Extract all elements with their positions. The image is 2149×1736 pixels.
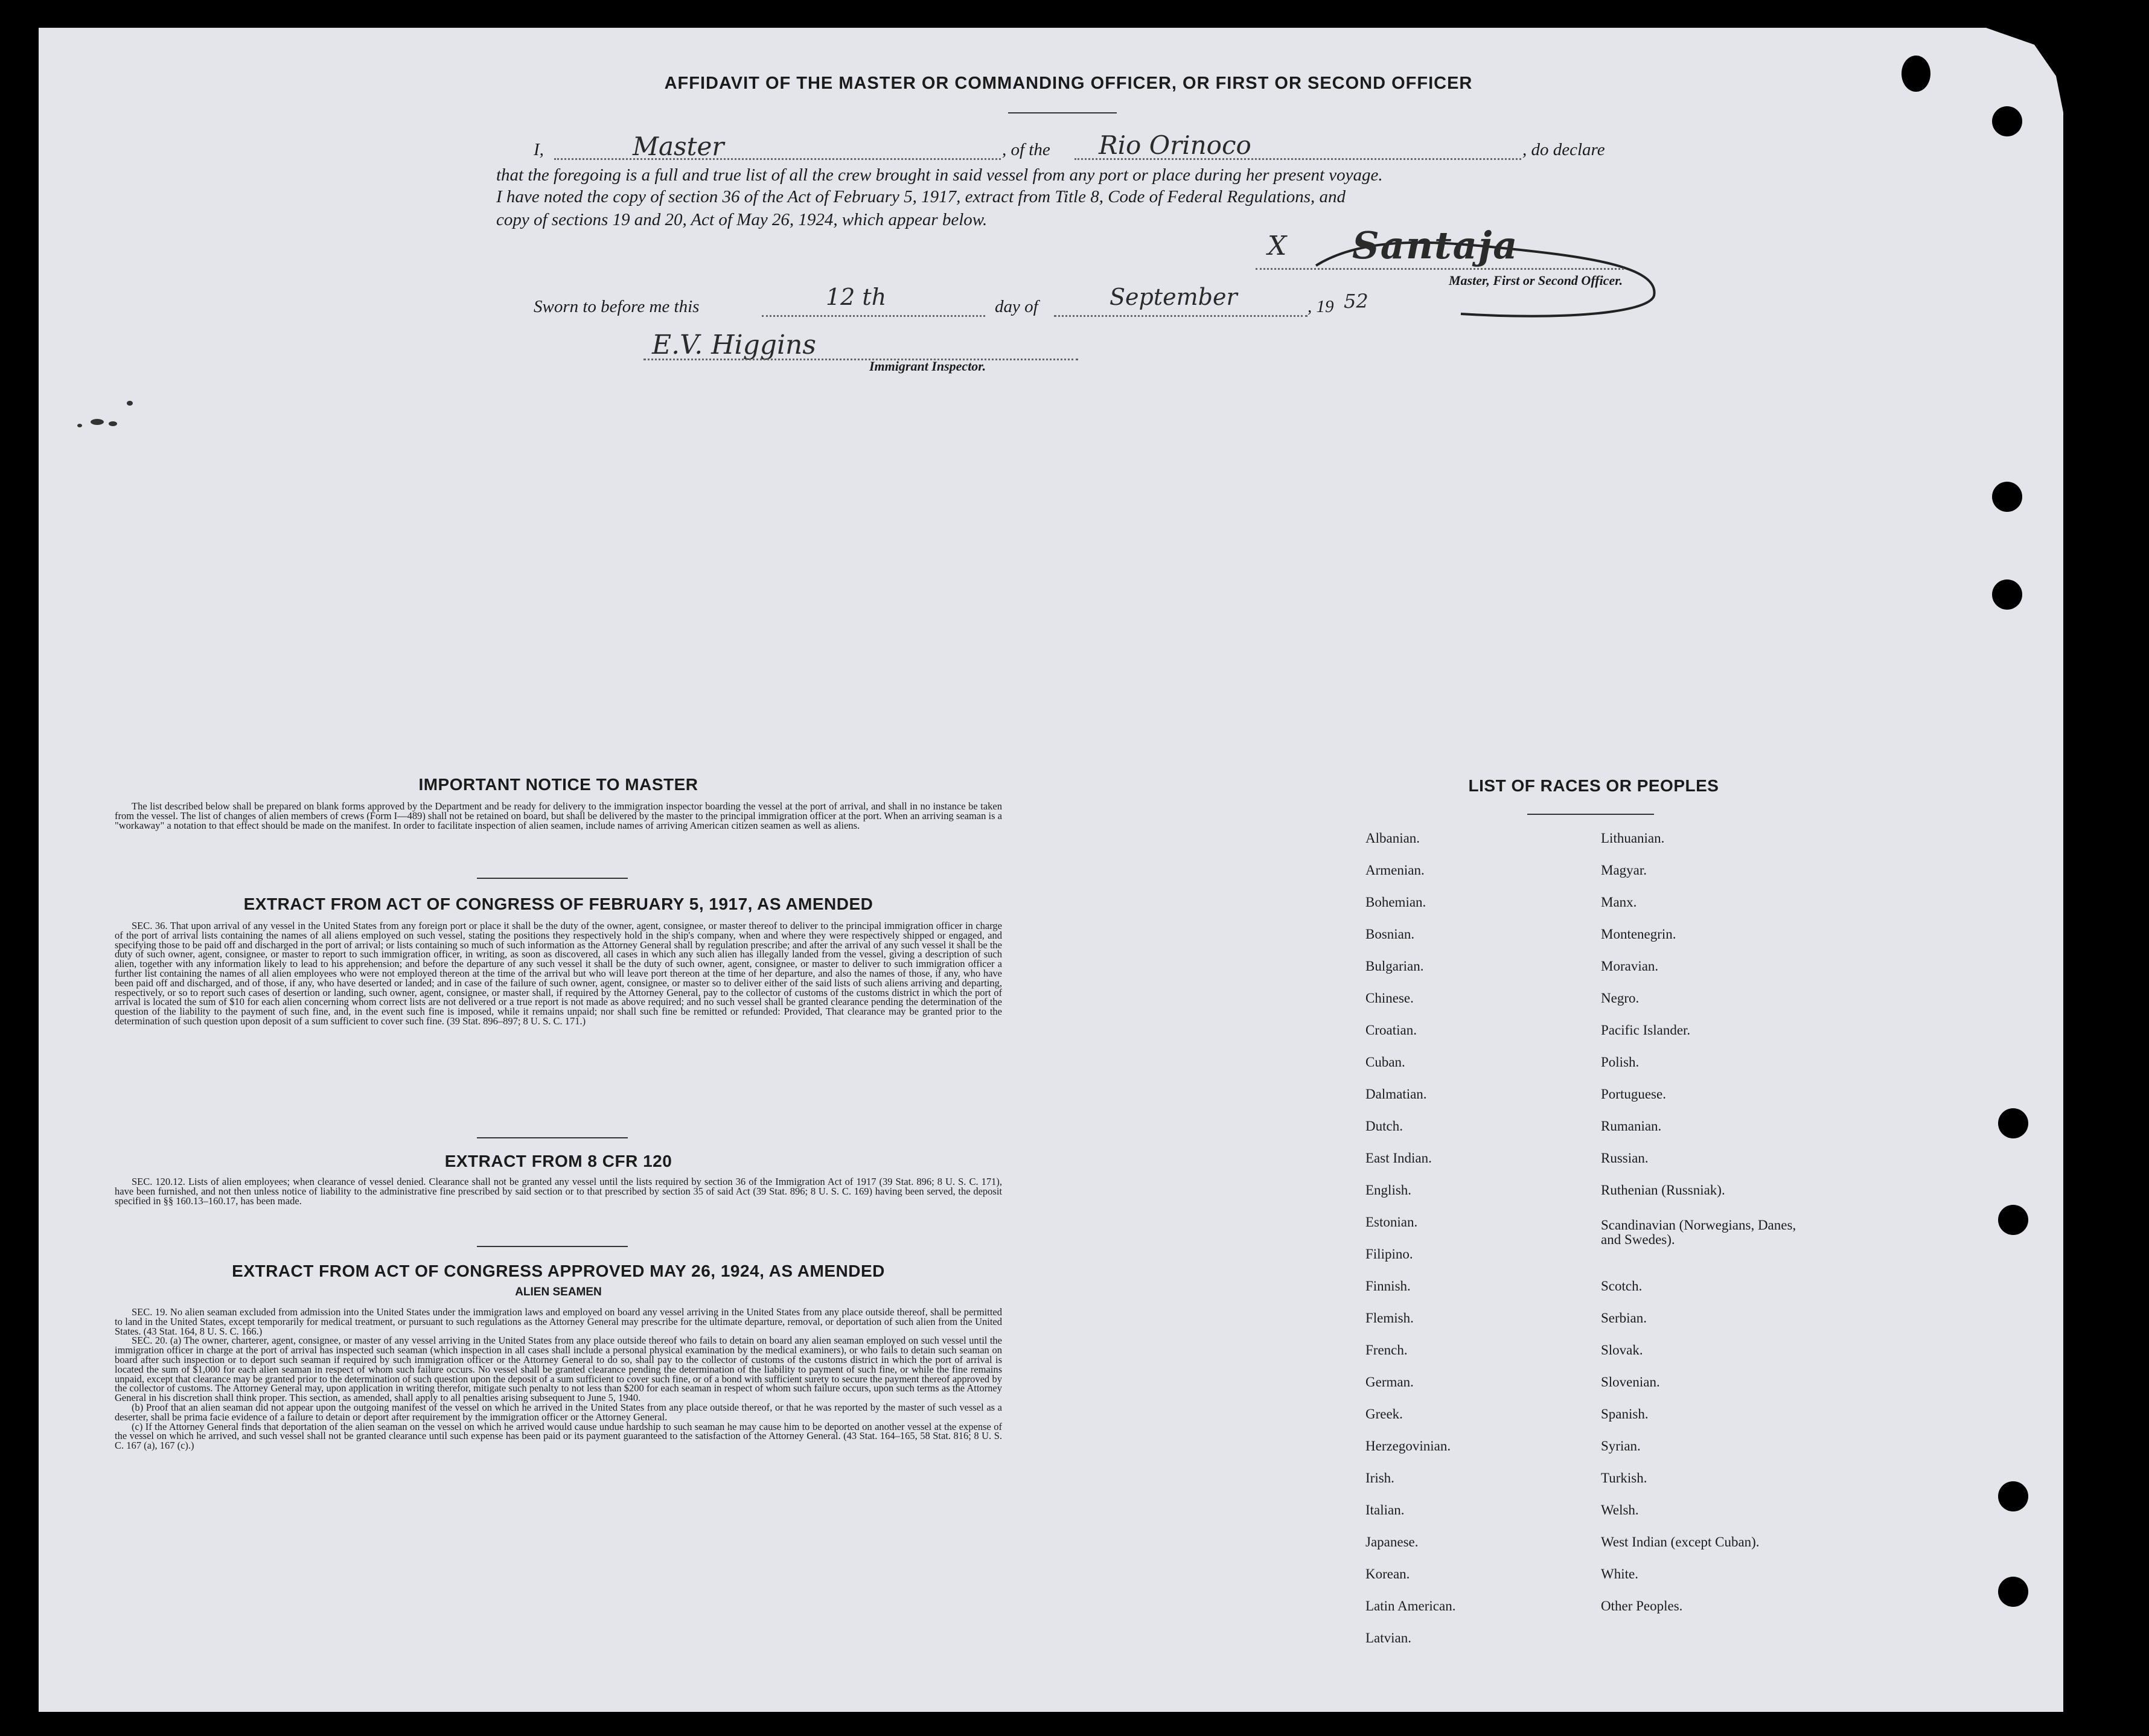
race-item: Lithuanian. bbox=[1601, 831, 1665, 846]
punch-hole bbox=[1998, 1108, 2028, 1138]
race-item: Rumanian. bbox=[1601, 1119, 1662, 1134]
sworn-day-handwritten: 12 th bbox=[826, 284, 887, 310]
race-item: Ruthenian (Russniak). bbox=[1601, 1182, 1725, 1198]
race-item: Albanian. bbox=[1365, 831, 1420, 846]
extract-1924-title: EXTRACT FROM ACT OF CONGRESS APPROVED MAY 26, 1924, AS AMENDED bbox=[232, 1262, 885, 1280]
title-underline bbox=[1008, 112, 1117, 113]
punch-hole bbox=[1902, 56, 1930, 92]
race-item: German. bbox=[1365, 1374, 1414, 1390]
race-item: English. bbox=[1365, 1182, 1412, 1198]
of-the-label: , of the bbox=[1002, 140, 1050, 159]
race-item: Chinese. bbox=[1365, 991, 1414, 1006]
race-item: Scandinavian (Norwegians, Danes, and Swedes). bbox=[1601, 1217, 1796, 1247]
statement-line-2: I have noted the copy of section 36 of the Act of February 5, 1917, extract from Title 8, Code of Federal Regulations, and bbox=[496, 187, 1346, 206]
race-item: French. bbox=[1365, 1342, 1408, 1358]
notice-title: IMPORTANT NOTICE TO MASTER bbox=[418, 775, 698, 794]
punch-hole bbox=[1998, 1577, 2028, 1607]
race-item: Other Peoples. bbox=[1601, 1598, 1683, 1613]
ink-smudge bbox=[127, 401, 133, 406]
races-underline bbox=[1527, 814, 1654, 815]
race-item: Irish. bbox=[1365, 1470, 1394, 1485]
extract-1917-paragraph: SEC. 36. That upon arrival of any vessel in the United States from any foreign port or place it shall be the duty of the owner, agent, consignee, or master thereof to deliver to the principal immigration officer in charge of the port of arrival lists containing the names of all aliens employed on such vessel, stating the positions they respectively hold in the ship's company, when and where they were respectively shipped or engaged, and specifying those to be paid off and discharged in the port of arrival; or lists containing so much of such information as the Attorney General shall by regulation prescribe; and after the arrival of any such vessel it shall be the duty of such owner, agent, consignee, or master to report to such immigration officer, in writing, as soon as discovered, all cases in which any such alien has illegally landed from the vessel, giving a description of such alien, together with any information likely to lead to his apprehension; and before the departure of any such vessel it shall be the duty of such owner, agent, consignee, or master to deliver to such immigration officer a further list containing the names of all alien employees who were not employed thereon at the time of the arrival but who will leave port thereon at the time of her departure, and also the names of those, if any, who have been paid off and discharged, and of those, if any, who have deserted or landed; and in case of the failure of such owner, agent, consignee, or master so to deliver either of the said lists of such aliens arriving and departing, respectively, or so to report such cases of desertion or landing, such owner, agent, consignee, or master shall, if required by the Attorney General, pay to the collector of customs of the customs district in which the port of arrival is located the sum of $10 for each alien concerning whom correct lists are not delivered or a true report is not made as above required; and no such vessel shall be granted clearance pending the determination of the question of the liability to the payment of such fine, and, in the event such fine is imposed, while it remains unpaid; nor shall such fine be remitted or refunded: Provided, That clearance may be granted prior to the determination of such question upon deposit of a sum sufficient to cover such fine. (39 Stat. 896–897; 8 U. S. C. 171.) bbox=[115, 920, 1002, 1027]
race-item: Latvian. bbox=[1365, 1630, 1411, 1645]
do-declare-label: , do declare bbox=[1522, 140, 1605, 159]
ink-smudge bbox=[77, 424, 82, 427]
extract-cfr-title: EXTRACT FROM 8 CFR 120 bbox=[444, 1152, 672, 1170]
affidavit-title: AFFIDAVIT OF THE MASTER OR COMMANDING OFFICER, OR FIRST OR SECOND OFFICER bbox=[664, 74, 1473, 93]
race-item: Syrian. bbox=[1601, 1438, 1641, 1454]
race-item: Flemish. bbox=[1365, 1310, 1414, 1326]
race-item: Welsh. bbox=[1601, 1502, 1639, 1517]
master-signature: Santaja bbox=[1352, 223, 1519, 267]
divider bbox=[477, 1246, 628, 1247]
sworn-day-line bbox=[762, 315, 985, 317]
race-item: Finnish. bbox=[1365, 1278, 1411, 1294]
sec-19-paragraph: SEC. 19. No alien seaman excluded from admission into the United States under the immigration laws and employed on board any vessel arriving in the United States from any place outside thereof, shall be permitted to land in the United States, except temporarily for medical treatment, or pursuant to such regulations as the Attorney General may prescribe for the ultimate departure, removal, or deportation of such alien from the United States. (43 Stat. 164, 8 U. S. C. 166.) bbox=[115, 1306, 1002, 1337]
race-item: West Indian (except Cuban). bbox=[1601, 1534, 1760, 1549]
race-item: Latin American. bbox=[1365, 1598, 1456, 1613]
race-item: Bulgarian. bbox=[1365, 959, 1424, 974]
race-item: Moravian. bbox=[1601, 959, 1659, 974]
race-item: Italian. bbox=[1365, 1502, 1405, 1517]
race-item: Russian. bbox=[1601, 1150, 1649, 1166]
race-item: Herzegovinian. bbox=[1365, 1438, 1451, 1454]
sec-20c-paragraph: (c) If the Attorney General finds that deportation of the alien seaman on the vessel on which he arrived would cause undue hardship to such seaman he may cause him to be deported on another vessel at the expense of the vessel on which he arrived, and such vessel shall not be granted clearance until such expense has been paid or its payment guaranteed to the satisfaction of the Attorney General. (43 Stat. 164–165, 58 Stat. 816; 8 U. S. C. 167 (a), 167 (c).) bbox=[115, 1420, 1002, 1452]
statement-line-1: that the foregoing is a full and true list of all the crew brought in said vessel from any port or place during her present voyage. bbox=[496, 165, 1383, 185]
punch-hole bbox=[1992, 106, 2022, 136]
race-item: Filipino. bbox=[1365, 1246, 1413, 1262]
races-title: LIST OF RACES OR PEOPLES bbox=[1468, 776, 1719, 795]
sworn-month-handwritten: September bbox=[1110, 284, 1237, 310]
signature-x: X bbox=[1268, 231, 1287, 261]
notice-text bbox=[115, 802, 1002, 830]
signature-line bbox=[1256, 268, 1624, 270]
i-label: I, bbox=[534, 140, 544, 159]
ink-smudge bbox=[91, 419, 104, 425]
race-item: Croatian. bbox=[1365, 1023, 1417, 1038]
race-item: Spanish. bbox=[1601, 1406, 1649, 1422]
vessel-name-handwritten: Rio Orinoco bbox=[1099, 130, 1251, 160]
race-item: Japanese. bbox=[1365, 1534, 1419, 1549]
race-item: Slovenian. bbox=[1601, 1374, 1660, 1390]
extract-1924-text bbox=[115, 1307, 1002, 1450]
race-item: Armenian. bbox=[1365, 863, 1425, 878]
race-item: Turkish. bbox=[1601, 1470, 1647, 1485]
race-item: Montenegrin. bbox=[1601, 927, 1676, 942]
divider bbox=[477, 1137, 628, 1138]
notice-paragraph: The list described below shall be prepared on blank forms approved by the Department and be ready for delivery to the immigration inspector boarding the vessel at the port of arrival, and shall in no instance be taken from the vessel. The list of changes of alien members of crews (Form I—489) shall not be retained on board, but shall be delivered by the master to the principal immigration officer at the port. When an arriving seaman is a "workaway" a notation to that effect should be made on the manifest. In order to facilitate inspection of alien seamen, include names of arriving American citizen seamen as well as aliens. bbox=[115, 800, 1002, 831]
race-item: Korean. bbox=[1365, 1566, 1410, 1581]
day-of-label: day of bbox=[995, 297, 1038, 316]
divider bbox=[477, 878, 628, 879]
extract-1917-text bbox=[115, 921, 1002, 1026]
race-item: Bohemian. bbox=[1365, 895, 1426, 910]
race-item: Negro. bbox=[1601, 991, 1640, 1006]
extract-cfr-paragraph: SEC. 120.12. Lists of alien employees; when clearance of vessel denied. Clearance shall not be granted any vessel until the lists required by section 36 of the Immigration Act of 1917 (39 Stat. 896; 8 U. S. C. 171), have been furnished, and not then unless notice of liability to the administrative fine prescribed by said section or to that prescribed by section 35 of said Act (39 Stat. 896; 8 U. S. C. 169) having been served, the deposit specified in §§ 160.13–160.17, has been made. bbox=[115, 1176, 1002, 1207]
declarant-handwritten: Master bbox=[633, 132, 724, 161]
year-handwritten: 52 bbox=[1344, 290, 1368, 313]
punch-hole bbox=[1998, 1481, 2028, 1511]
race-item: Dalmatian. bbox=[1365, 1087, 1427, 1102]
race-item: White. bbox=[1601, 1566, 1638, 1581]
alien-seamen-subtitle: ALIEN SEAMEN bbox=[515, 1286, 602, 1298]
sec-20b-paragraph: (b) Proof that an alien seaman did not appear upon the outgoing manifest of the vessel on which he arrived in the United States from any place outside thereof, or that he was reported by the master of such vessel as a deserter, shall be prima facie evidence of a failure to detain or deport after requirement by the immigration officer or the Attorney General. bbox=[115, 1401, 1002, 1423]
statement-line-3: copy of sections 19 and 20, Act of May 26, 1924, which appear below. bbox=[496, 210, 988, 229]
signature-caption: Master, First or Second Officer. bbox=[1449, 273, 1623, 288]
race-item: Polish. bbox=[1601, 1055, 1640, 1070]
inspector-caption: Immigrant Inspector. bbox=[869, 359, 986, 374]
race-item: Cuban. bbox=[1365, 1055, 1405, 1070]
extract-1917-title: EXTRACT FROM ACT OF CONGRESS OF FEBRUARY 5, 1917, AS AMENDED bbox=[243, 895, 873, 913]
race-item: Scotch. bbox=[1601, 1278, 1643, 1294]
inspector-line bbox=[643, 359, 1078, 360]
race-item: Dutch. bbox=[1365, 1119, 1403, 1134]
sworn-month-line bbox=[1054, 315, 1308, 317]
race-item: East Indian. bbox=[1365, 1150, 1432, 1166]
punch-hole bbox=[1992, 482, 2022, 512]
races-right-column bbox=[1601, 831, 1854, 1630]
punch-hole bbox=[1998, 1205, 2028, 1235]
sworn-label: Sworn to before me this bbox=[534, 297, 700, 316]
race-item: Greek. bbox=[1365, 1406, 1403, 1422]
race-item: Serbian. bbox=[1601, 1310, 1647, 1326]
race-item: Pacific Islander. bbox=[1601, 1023, 1691, 1038]
race-item: Manx. bbox=[1601, 895, 1637, 910]
race-item: Bosnian. bbox=[1365, 927, 1415, 942]
race-item: Slovak. bbox=[1601, 1342, 1643, 1358]
race-item: Magyar. bbox=[1601, 863, 1647, 878]
races-left-column bbox=[1365, 831, 1571, 1662]
race-item: Portuguese. bbox=[1601, 1087, 1666, 1102]
declarant-line bbox=[554, 158, 1001, 160]
extract-cfr-text bbox=[115, 1177, 1002, 1205]
punch-hole bbox=[1992, 579, 2022, 610]
ink-smudge bbox=[109, 421, 117, 426]
sec-20a-paragraph: SEC. 20. (a) The owner, charterer, agent, consignee, or master of any vessel arriving in the United States from any place outside thereof who fails to detain on board any alien seaman employed on such vessel until the immigration officer in charge at the port of arrival has inspected such seaman (which inspection in all cases shall include a personal physical examination by the medical examiners), or who fails to detain such seaman on board after such inspection or to deport such seaman if required by such immigration officer or the Attorney General to do so, shall pay to the collector of customs of the customs district in which the port of arrival is located the sum of $1,000 for each alien seaman in respect of whom such failure occurs. No vessel shall be granted clearance pending the determination of the liability to payment of such fine, or while the fine remains unpaid, except that clearance may be granted prior to the determination of such question upon the deposit of a sum sufficient to cover such fine, or of a bond with sufficient surety to secure the payment thereof approved by the collector of customs. The Attorney General may, upon application in writing therefor, mitigate such penalty to not less than $200 for each seaman in respect of whom such failure occurs, upon such terms as the Attorney General in his discretion shall think proper. This section, as amended, shall apply to all penalties arising subsequent to June 5, 1940. bbox=[115, 1335, 1002, 1404]
year-prefix: , 19 bbox=[1308, 297, 1334, 316]
inspector-signature: E.V. Higgins bbox=[652, 330, 816, 360]
race-item: Estonian. bbox=[1365, 1214, 1418, 1230]
